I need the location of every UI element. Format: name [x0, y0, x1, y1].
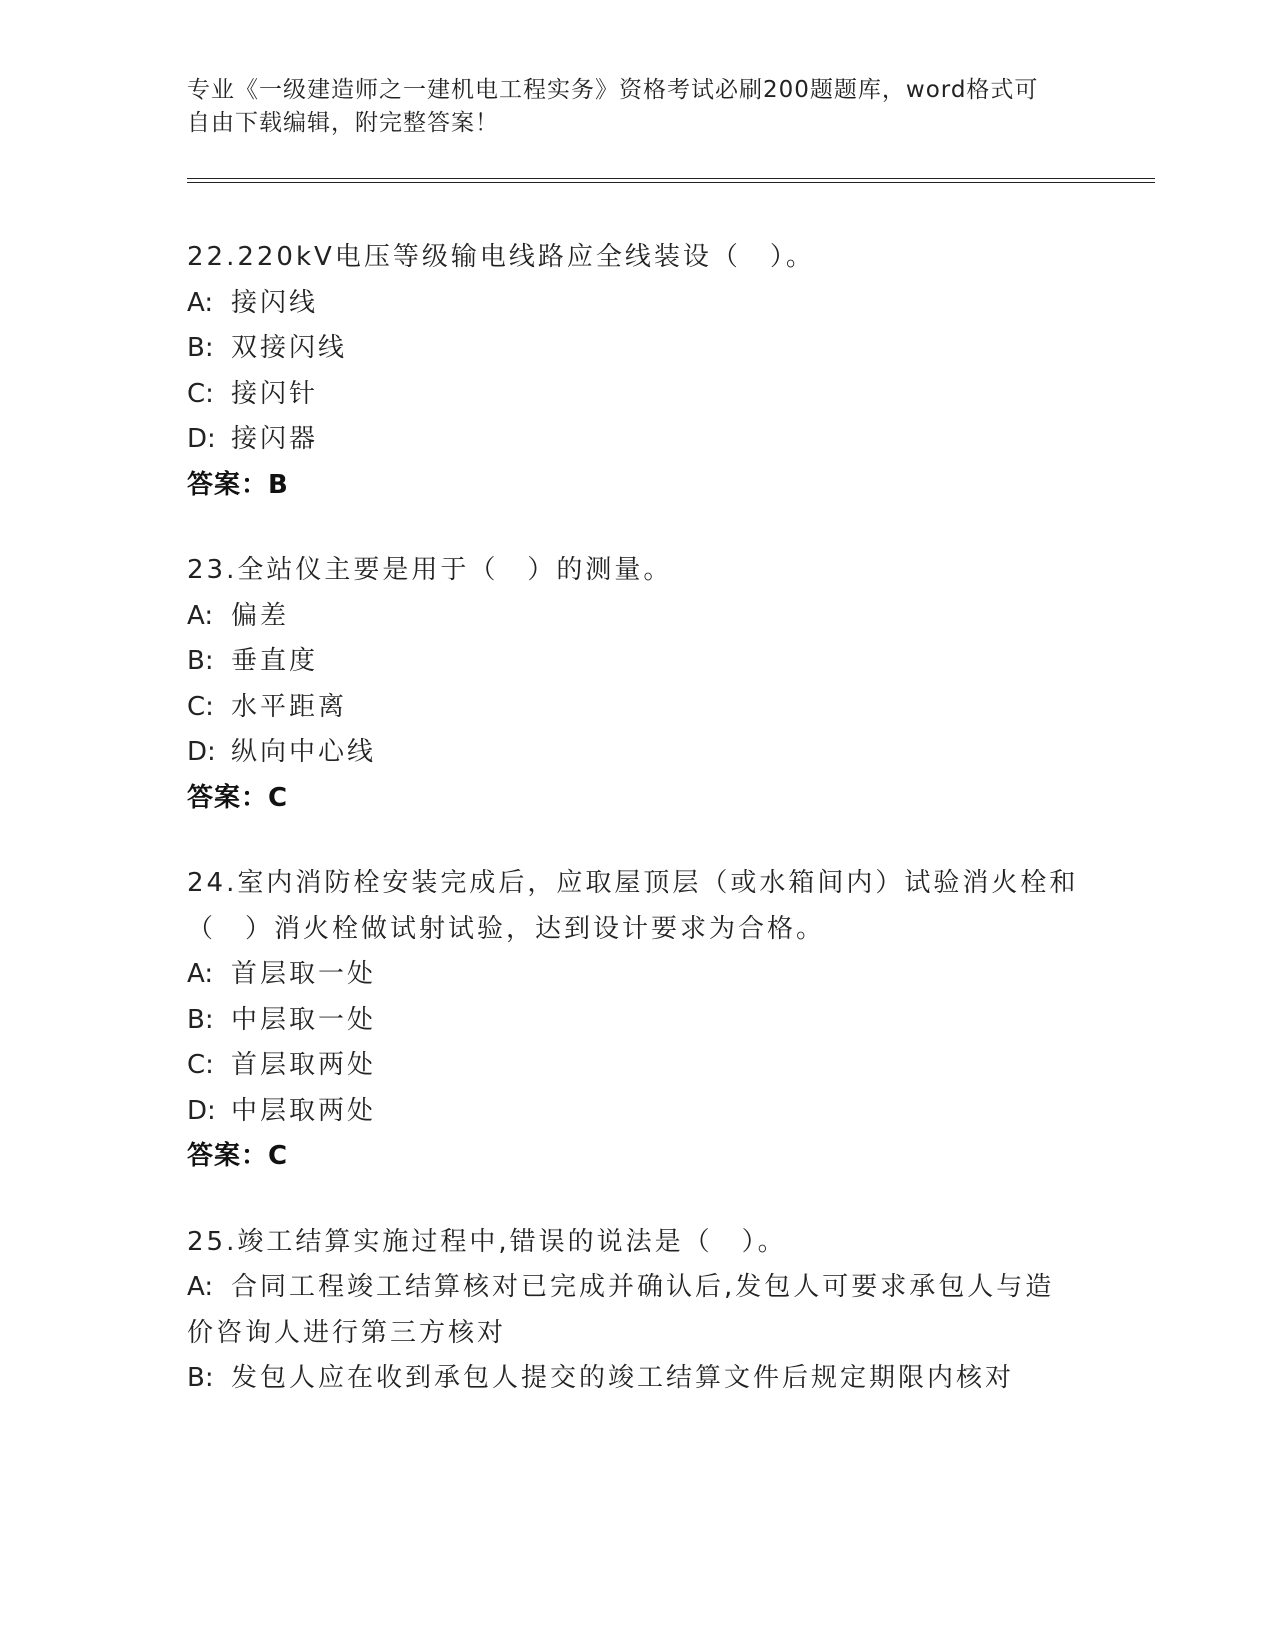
option-letter: D: — [187, 1095, 216, 1126]
question-stem: 22.220kV电压等级输电线路应全线装设（ ）。 — [187, 242, 815, 272]
option-c — [187, 685, 1087, 731]
option-text: 合同工程竣工结算核对已完成并确认后,发包人可要求承包人与造 — [231, 1272, 1055, 1302]
option-letter: A: — [187, 287, 214, 318]
option-letter: D: — [187, 424, 216, 454]
divider-line-top — [187, 178, 1155, 179]
option-text: 纵向中心线 — [231, 737, 377, 767]
header-line-1: 专业《一级建造师之一建机电工程实务》资格考试必刷200题题库，word格式可 — [187, 77, 1039, 103]
answer-label: 答案：C — [187, 782, 289, 813]
option-a — [187, 952, 1087, 998]
option-letter: A: — [187, 1272, 214, 1302]
document-header — [187, 74, 1087, 140]
option-text: 中层取一处 — [231, 1004, 377, 1035]
option-text: 首层取一处 — [231, 959, 377, 989]
option-d — [187, 417, 1087, 463]
option-letter: D: — [187, 737, 216, 767]
option-letter: B: — [187, 333, 214, 363]
option-letter: B: — [187, 1004, 214, 1035]
option-d — [187, 730, 1087, 776]
divider-line-bottom — [187, 182, 1155, 183]
option-d — [187, 1089, 1087, 1135]
question-24 — [187, 861, 1087, 1180]
option-text: 首层取两处 — [231, 1050, 377, 1080]
option-text: 偏差 — [231, 600, 290, 631]
option-letter: B: — [187, 1363, 214, 1393]
question-stem: 25.竣工结算实施过程中,错误的说法是（ ）。 — [187, 1226, 787, 1257]
option-text: 接闪针 — [231, 378, 319, 409]
question-stem-continued: （ ）消火栓做试射试验，达到设计要求为合格。 — [187, 913, 826, 944]
option-letter: A: — [187, 600, 214, 631]
question-25 — [187, 1220, 1087, 1402]
answer-label: 答案：B — [187, 469, 289, 500]
option-text: 双接闪线 — [231, 333, 348, 363]
option-letter: A: — [187, 959, 214, 989]
option-text: 中层取两处 — [231, 1095, 377, 1126]
option-text: 接闪线 — [231, 287, 319, 318]
question-22 — [187, 235, 1087, 508]
option-a — [187, 1265, 1087, 1311]
answer-label: 答案：C — [187, 1141, 289, 1171]
option-text: 垂直度 — [231, 646, 319, 676]
option-letter: C: — [187, 1050, 214, 1080]
option-a — [187, 594, 1087, 640]
option-c — [187, 1043, 1087, 1089]
option-b — [187, 326, 1087, 372]
option-letter: B: — [187, 646, 214, 676]
option-letter: C: — [187, 378, 214, 409]
option-letter: C: — [187, 691, 214, 722]
option-a-continued: 价咨询人进行第三方核对 — [187, 1317, 507, 1348]
option-text: 发包人应在收到承包人提交的竣工结算文件后规定期限内核对 — [231, 1363, 1015, 1393]
header-line-2: 自由下载编辑，附完整答案！ — [187, 110, 499, 136]
header-divider — [187, 178, 1155, 184]
question-stem: 24.室内消防栓安装完成后，应取屋顶层（或水箱间内）试验消火栓和 — [187, 868, 1079, 898]
question-stem: 23.全站仪主要是用于（ ）的测量。 — [187, 555, 673, 585]
option-b — [187, 1356, 1087, 1402]
question-23 — [187, 548, 1087, 821]
option-a — [187, 281, 1087, 327]
option-text: 水平距离 — [231, 691, 348, 722]
option-b — [187, 639, 1087, 685]
option-b — [187, 998, 1087, 1044]
option-c — [187, 372, 1087, 418]
question-list — [187, 235, 1087, 1442]
option-text: 接闪器 — [231, 424, 319, 454]
